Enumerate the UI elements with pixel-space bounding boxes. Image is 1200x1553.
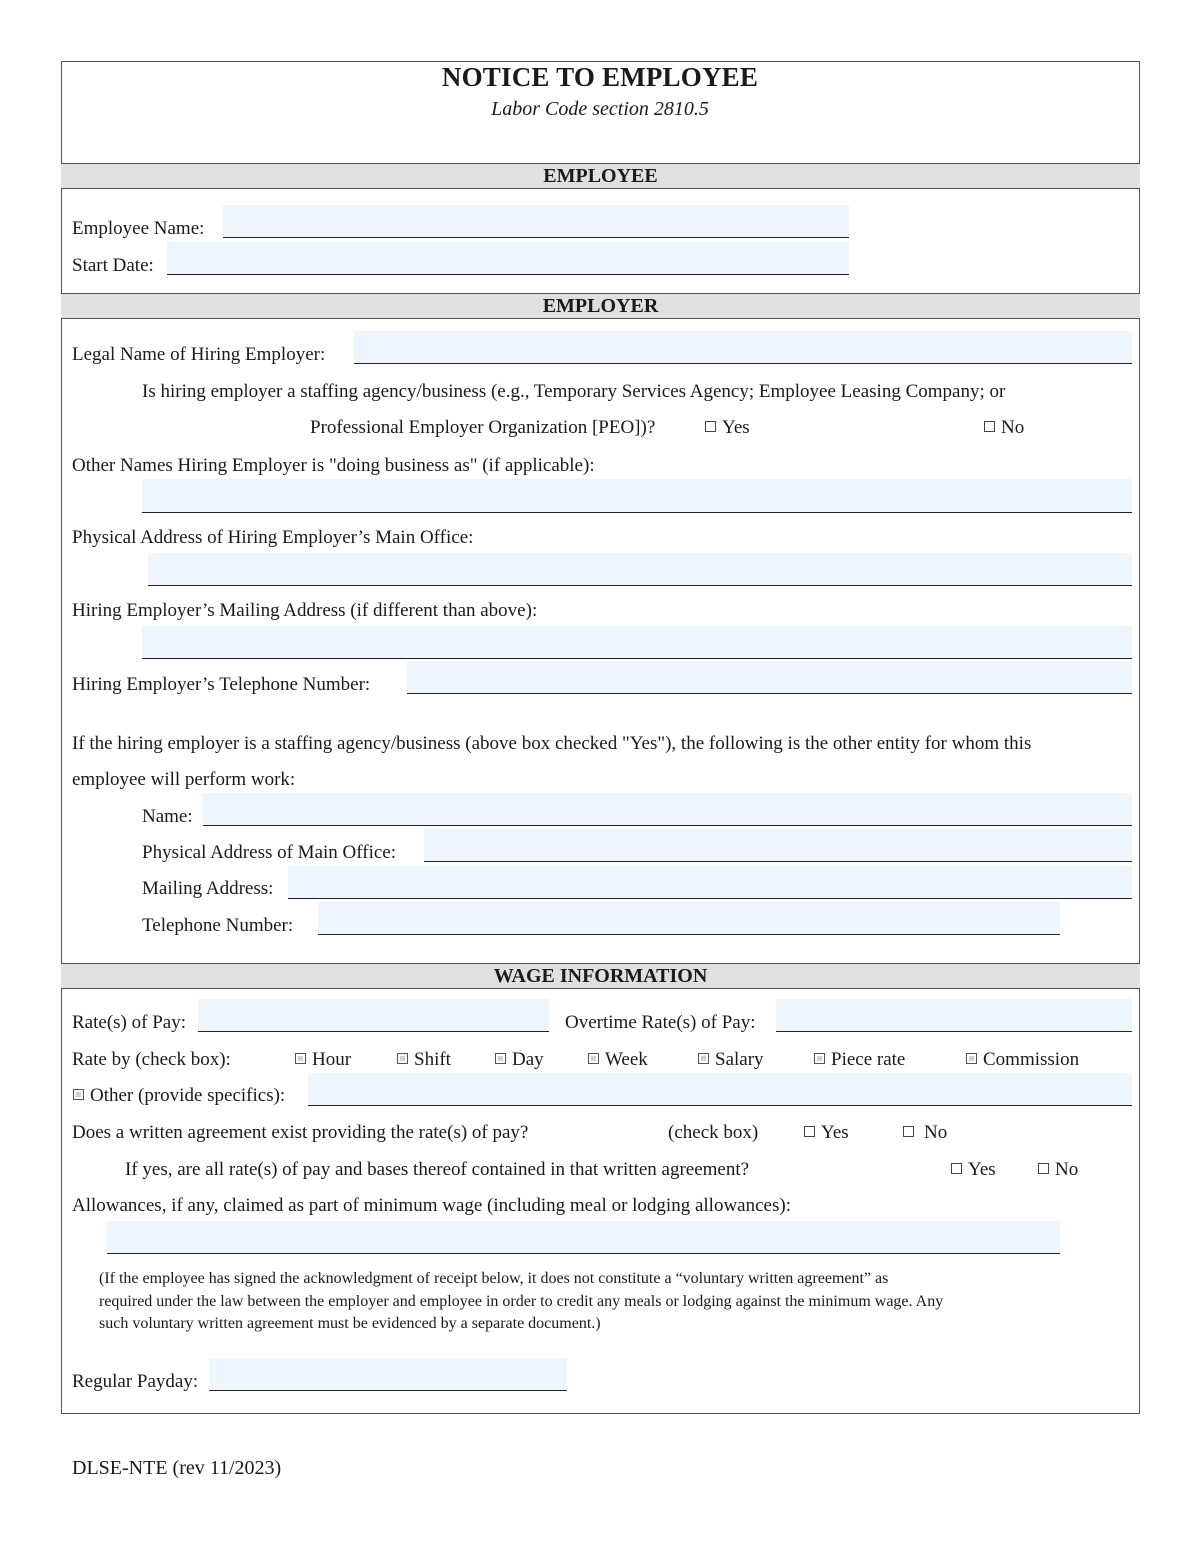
- rate-piece-label: Piece rate: [831, 1049, 906, 1070]
- written-agreement-question: Does a written agreement exist providing the rate(s) of pay?: [72, 1122, 529, 1143]
- staffing-question-line1: Is hiring employer a staffing agency/business (e.g., Temporary Services Agency; Employee Leasing Company; or: [142, 381, 1006, 402]
- checkbox-icon: [698, 1053, 709, 1064]
- rate-salary-label: Salary: [715, 1049, 764, 1070]
- rate-day-checkbox[interactable]: [495, 1049, 544, 1071]
- employee-name-field[interactable]: [223, 205, 849, 238]
- checkbox-icon: [73, 1089, 84, 1100]
- checkbox-icon: [1038, 1163, 1049, 1174]
- written-no-checkbox[interactable]: [903, 1122, 947, 1144]
- rate-piece-checkbox[interactable]: [814, 1049, 905, 1071]
- page-subtitle: Labor Code section 2810.5: [491, 98, 709, 120]
- overtime-label: Overtime Rate(s) of Pay:: [565, 1012, 756, 1033]
- telephone-label: Hiring Employer’s Telephone Number:: [72, 674, 371, 695]
- checkbox-icon: [397, 1053, 408, 1064]
- payday-label: Regular Payday:: [72, 1371, 199, 1392]
- checkbox-icon: [295, 1053, 306, 1064]
- mailing-address-field[interactable]: [142, 626, 1132, 659]
- staffing-yes-checkbox[interactable]: [705, 417, 750, 439]
- checkbox-icon: [903, 1126, 914, 1137]
- physical-address-label: Physical Address of Hiring Employer’s Main Office:: [72, 527, 474, 548]
- dba-field[interactable]: [142, 479, 1132, 513]
- other-entity-text-line2: employee will perform work:: [72, 769, 296, 790]
- staffing-yes-label: Yes: [722, 417, 750, 438]
- staffing-no-label: No: [1001, 417, 1025, 438]
- rate-week-checkbox[interactable]: [588, 1049, 648, 1071]
- other-mailing-label: Mailing Address:: [142, 878, 274, 899]
- rate-week-label: Week: [605, 1049, 648, 1070]
- check-box-hint: (check box): [668, 1122, 759, 1143]
- payday-field[interactable]: [209, 1358, 567, 1391]
- contained-no-checkbox[interactable]: [1038, 1159, 1078, 1181]
- rate-other-checkbox[interactable]: [73, 1085, 285, 1107]
- written-agreement-followup: If yes, are all rate(s) of pay and bases thereof contained in that written agreement?: [125, 1159, 750, 1180]
- rate-shift-checkbox[interactable]: [397, 1049, 451, 1071]
- note-line-2: required under the law between the employer and employee in order to credit any meals or lodging against the minimum wage. Any: [99, 1292, 944, 1310]
- overtime-field[interactable]: [776, 999, 1132, 1032]
- dba-label: Other Names Hiring Employer is "doing business as" (if applicable):: [72, 455, 595, 476]
- rate-hour-label: Hour: [312, 1049, 352, 1070]
- note-line-1: (If the employee has signed the acknowledgment of receipt below, it does not constitute a “voluntary written agreement” as: [99, 1270, 889, 1287]
- checkbox-icon: [966, 1053, 977, 1064]
- checkbox-icon: [814, 1053, 825, 1064]
- legal-name-label: Legal Name of Hiring Employer:: [72, 344, 326, 365]
- other-name-label: Name:: [142, 806, 193, 827]
- other-phone-field[interactable]: [318, 902, 1060, 935]
- mailing-address-label: Hiring Employer’s Mailing Address (if different than above):: [72, 600, 538, 621]
- other-physical-label: Physical Address of Main Office:: [142, 842, 396, 863]
- rate-by-label: Rate by (check box):: [72, 1049, 231, 1070]
- physical-address-field[interactable]: [148, 553, 1132, 586]
- contained-yes-label: Yes: [968, 1159, 996, 1180]
- checkbox-icon: [495, 1053, 506, 1064]
- other-entity-text-line1: If the hiring employer is a staffing agency/business (above box checked "Yes"), the following is the other entity for whom this: [72, 733, 1032, 754]
- form-id: DLSE-NTE (rev 11/2023): [72, 1457, 282, 1479]
- checkbox-icon: [588, 1053, 599, 1064]
- rate-day-label: Day: [512, 1049, 544, 1070]
- written-yes-checkbox[interactable]: [804, 1122, 849, 1144]
- rate-hour-checkbox[interactable]: [295, 1049, 351, 1071]
- section-header-wage: WAGE INFORMATION: [61, 963, 1140, 989]
- allowances-note: [99, 1268, 1109, 1336]
- legal-name-field[interactable]: [354, 331, 1132, 364]
- other-mailing-field[interactable]: [288, 866, 1132, 899]
- rate-shift-label: Shift: [414, 1049, 451, 1070]
- rate-label: Rate(s) of Pay:: [72, 1012, 186, 1033]
- rate-commission-checkbox[interactable]: [966, 1049, 1079, 1071]
- start-date-field[interactable]: [167, 242, 849, 275]
- staffing-no-checkbox[interactable]: [984, 417, 1024, 439]
- written-yes-label: Yes: [821, 1122, 849, 1143]
- rate-other-label: Other (provide specifics):: [90, 1085, 286, 1106]
- staffing-question-line2: Professional Employer Organization [PEO])?: [310, 417, 656, 438]
- checkbox-icon: [705, 421, 716, 432]
- allowances-label: Allowances, if any, claimed as part of minimum wage (including meal or lodging allowances):: [72, 1195, 791, 1216]
- rate-salary-checkbox[interactable]: [698, 1049, 764, 1071]
- rate-other-field[interactable]: [308, 1073, 1132, 1106]
- section-header-employer: EMPLOYER: [61, 293, 1140, 319]
- telephone-field[interactable]: [407, 661, 1132, 694]
- checkbox-icon: [804, 1126, 815, 1137]
- checkbox-icon: [951, 1163, 962, 1174]
- note-line-3: such voluntary written agreement must be evidenced by a separate document.): [99, 1315, 601, 1332]
- other-physical-field[interactable]: [424, 829, 1132, 862]
- checkbox-icon: [984, 421, 995, 432]
- page-title: NOTICE TO EMPLOYEE: [441, 62, 759, 92]
- employee-name-label: Employee Name:: [72, 218, 205, 239]
- rate-commission-label: Commission: [983, 1049, 1080, 1070]
- other-phone-label: Telephone Number:: [142, 915, 294, 936]
- written-no-label: No: [924, 1122, 948, 1143]
- contained-yes-checkbox[interactable]: [951, 1159, 996, 1181]
- start-date-label: Start Date:: [72, 255, 154, 276]
- contained-no-label: No: [1055, 1159, 1079, 1180]
- other-name-field[interactable]: [203, 793, 1132, 826]
- rate-field[interactable]: [198, 999, 549, 1032]
- allowances-field[interactable]: [107, 1221, 1060, 1254]
- section-header-employee: EMPLOYEE: [61, 163, 1140, 189]
